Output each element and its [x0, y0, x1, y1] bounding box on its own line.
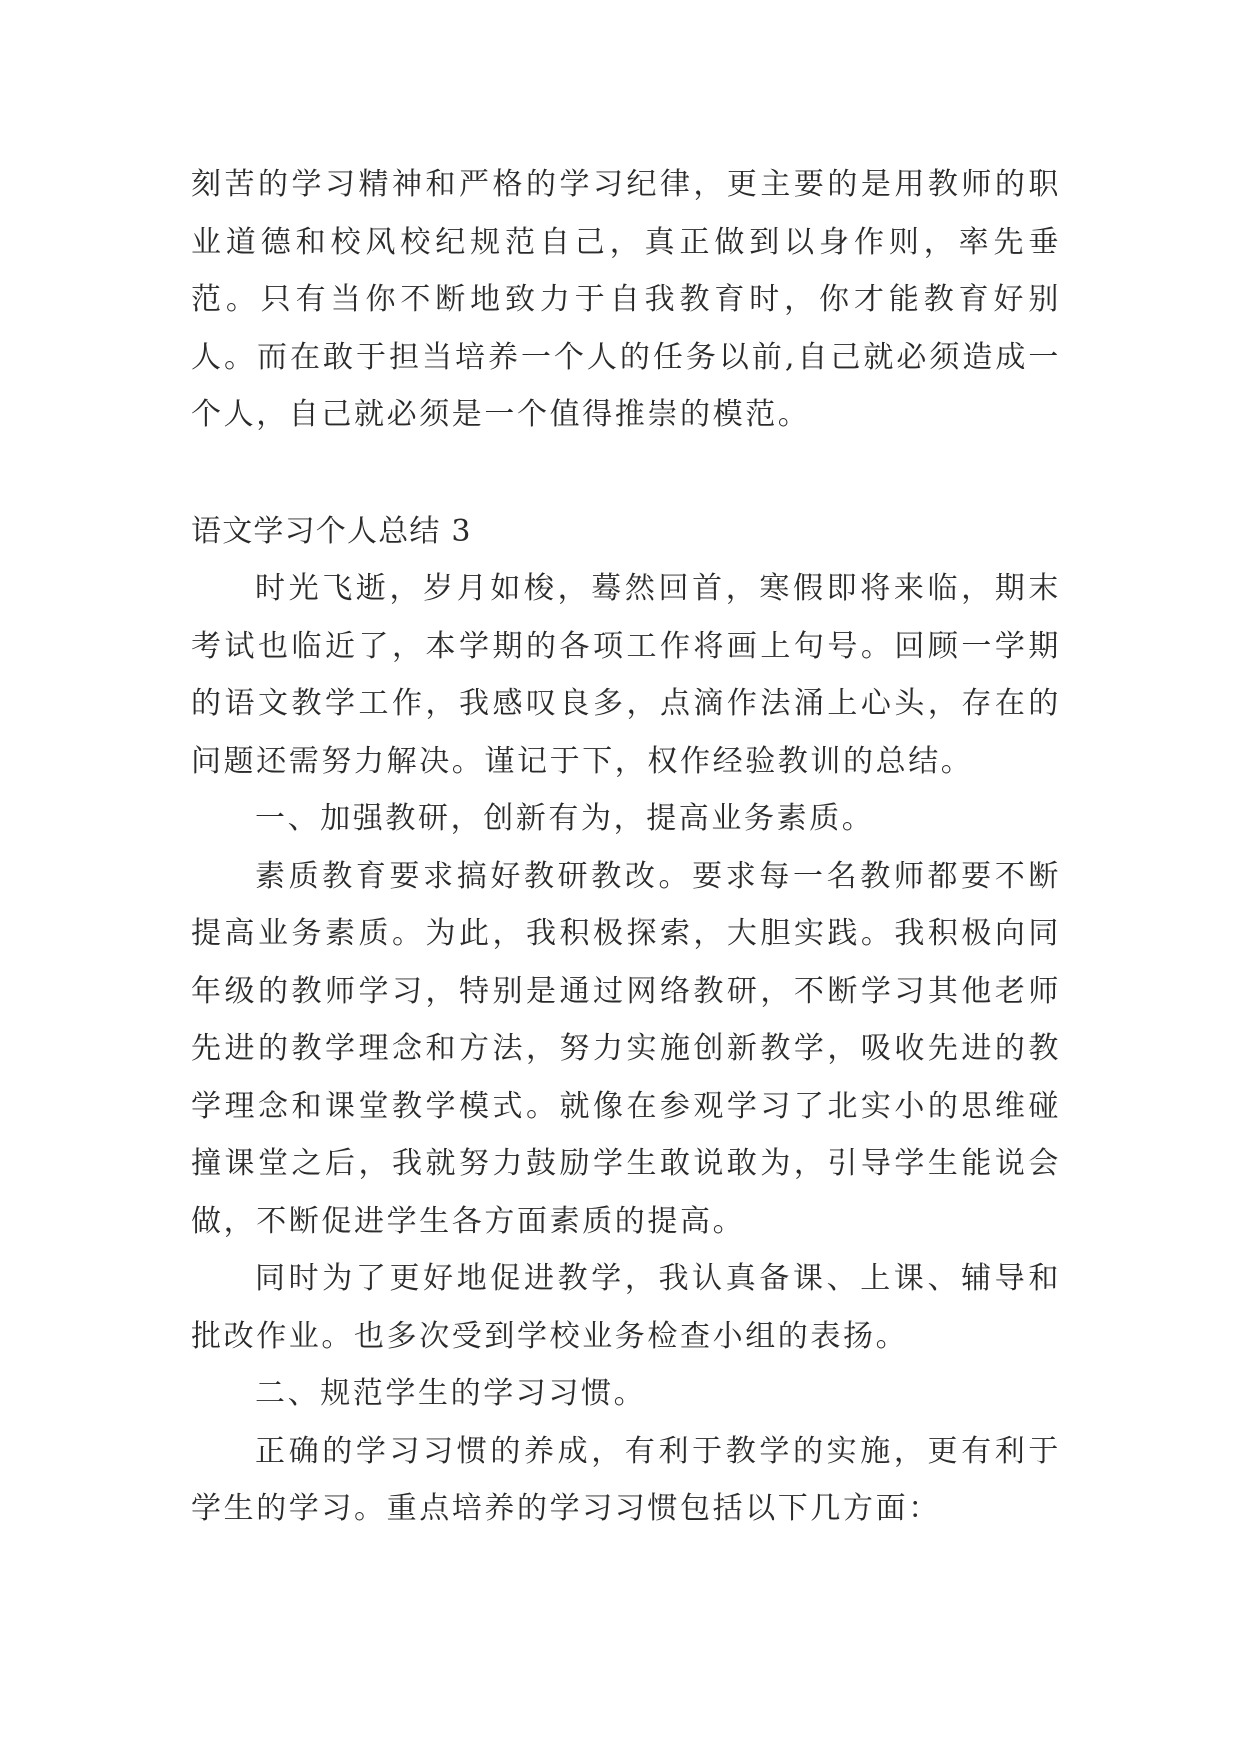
paragraph-habits: 正确的学习习惯的养成，有利于教学的实施，更有利于学生的学习。重点培养的学习习惯包括以下几方面： — [191, 1433, 1061, 1526]
continued-paragraph: 刻苦的学习精神和严格的学习纪律，更主要的是用教师的职业道德和校风校纪规范自己，真正做到以身作则，率先垂范。只有当你不断地致力于自我教育时，你才能教育好别人。而在敢于担当培养一个人的任务以前,自己就必须造成一个人，自己就必须是一个值得推崇的模范。 — [191, 167, 1061, 432]
document-body — [191, 156, 1061, 1538]
paragraph-preparation: 同时为了更好地促进教学，我认真备课、上课、辅导和批改作业。也多次受到学校业务检查小组的表扬。 — [191, 1261, 1061, 1354]
heading-research: 一、加强教研，创新有为，提高业务素质。 — [255, 801, 875, 836]
paragraph-intro: 时光飞逝，岁月如梭，蓦然回首，寒假即将来临，期末考试也临近了，本学期的各项工作将画上句号。回顾一学期的语文教学工作，我感叹良多，点滴作法涌上心头，存在的问题还需努力解决。谨记于下，权作经验教训的总结。 — [191, 571, 1061, 779]
paragraph-research: 素质教育要求搞好教研教改。要求每一名教师都要不断提高业务素质。为此，我积极探索，大胆实践。我积极向同年级的教师学习，特别是通过网络教研，不断学习其他老师先进的教学理念和方法，努力实施创新教学，吸收先进的教学理念和课堂教学模式。就像在参观学习了北实小的思维碰撞课堂之后，我就努力鼓励学生敢说敢为，引导学生能说会做，不断促进学生各方面素质的提高。 — [191, 858, 1061, 1239]
heading-habits: 二、规范学生的学习习惯。 — [255, 1376, 647, 1411]
section-title: 语文学习个人总结 3 — [191, 513, 472, 549]
